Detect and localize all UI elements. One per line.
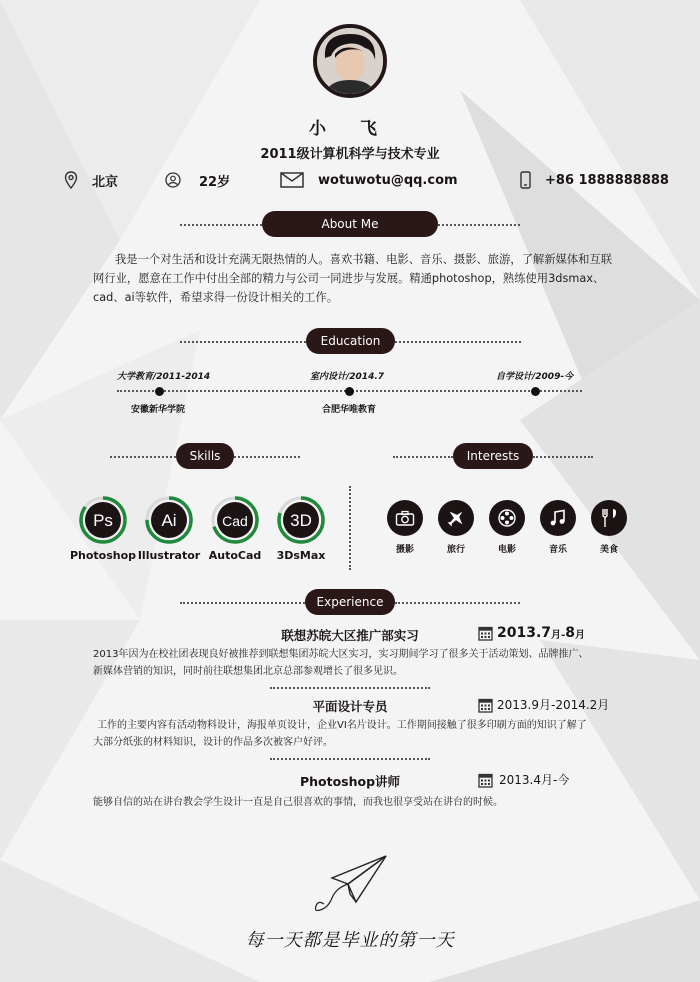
skills-interests-divider xyxy=(349,486,351,570)
skill-ring xyxy=(143,494,195,546)
education-item-label: 室内设计/2014.7 xyxy=(310,372,385,382)
experience-title: 联想苏皖大区推广部实习 xyxy=(281,628,419,643)
date-text: 月- xyxy=(551,629,566,641)
timeline-dot xyxy=(155,387,164,396)
skill-item xyxy=(204,494,266,562)
skills-list xyxy=(69,494,332,562)
about-line: 我是一个对生活和设计充满无限热情的人。喜欢书籍、电影、音乐、摄影、旅游，了解新媒体和互联 xyxy=(115,253,613,266)
contact-age xyxy=(165,170,230,190)
interest-item xyxy=(538,500,578,555)
skill-abbr: 3D xyxy=(290,511,312,530)
interest-item xyxy=(385,500,425,555)
fork-knife-icon xyxy=(600,508,618,528)
interest-label: 美食 xyxy=(599,545,618,555)
experience-line: 新媒体营销的知识，同时前往联想集团北京总部参观增长了很多见识。 xyxy=(93,666,403,677)
skill-abbr: Ai xyxy=(161,511,177,530)
airplane-icon xyxy=(446,508,466,528)
phone-text: +86 1888888888 xyxy=(545,172,669,188)
envelope-icon xyxy=(280,172,304,188)
skill-abbr: Ps xyxy=(93,511,113,530)
experience-date xyxy=(478,696,609,713)
location-pin-icon xyxy=(64,171,78,189)
education-item-school: 合肥华唯教育 xyxy=(322,405,377,415)
contact-city xyxy=(64,170,118,190)
phone-icon xyxy=(520,171,531,189)
divider-right xyxy=(438,224,520,226)
date-text: 8 xyxy=(565,625,575,641)
skill-item xyxy=(69,494,137,562)
interest-label: 音乐 xyxy=(548,545,567,555)
education-item-label: 大学教育/2011-2014 xyxy=(117,372,211,382)
about-heading: About Me xyxy=(262,211,438,237)
date-text: 2013.7 xyxy=(497,625,552,641)
skill-label: Illustrator xyxy=(137,549,201,562)
divider-right xyxy=(395,341,521,343)
calendar-icon xyxy=(478,625,493,641)
experience-line: 工作的主要内容有活动物料设计，海报单页设计，企业VI名片设计。工作期间接触了很多印刷方面的知识了解了 xyxy=(97,720,587,731)
divider-left xyxy=(180,224,262,226)
skill-label: 3DsMax xyxy=(276,549,326,562)
divider-right xyxy=(395,602,520,604)
interests-list xyxy=(385,500,629,555)
experience-line: 2013年因为在校社团表现良好被推荐到联想集团苏皖大区实习，实习期间学习了很多关于活动策划、品牌推广、 xyxy=(93,649,589,660)
skill-label: AutoCad xyxy=(208,549,262,562)
about-text xyxy=(93,250,633,307)
experience-separator xyxy=(270,687,430,689)
timeline-dot xyxy=(531,387,540,396)
major-title: 2011级计算机科学与技术专业 xyxy=(260,147,440,162)
experience-separator xyxy=(270,758,430,760)
skill-ring xyxy=(209,494,261,546)
experience-date xyxy=(478,625,585,641)
date-text: 2013.9月-2014.2月 xyxy=(497,698,610,712)
interest-label: 电影 xyxy=(497,545,516,555)
film-reel-icon xyxy=(497,508,517,528)
skill-abbr: Cad xyxy=(222,513,248,529)
motto: 每一天都是毕业的第一天 xyxy=(245,930,455,951)
age-text: 22岁 xyxy=(199,174,231,190)
calendar-icon xyxy=(478,697,493,713)
camera-icon xyxy=(395,510,415,526)
date-text: 月 xyxy=(574,629,585,641)
music-note-icon xyxy=(549,509,567,527)
skill-item xyxy=(270,494,332,562)
experience-text xyxy=(93,646,633,680)
skills-heading: Skills xyxy=(176,443,234,469)
date-text: 2013.4月-今 xyxy=(499,773,570,787)
interest-label: 摄影 xyxy=(395,545,414,555)
divider-left xyxy=(110,456,176,458)
email-text: wotuwotu@qq.com xyxy=(318,172,458,188)
experience-line: 大部分纸张的材料知识，设计的作品多次被客户好评。 xyxy=(93,737,333,748)
experience-text xyxy=(93,794,633,811)
skill-label: Photoshop xyxy=(69,549,137,562)
paper-plane-icon xyxy=(312,852,392,916)
interest-label: 旅行 xyxy=(446,545,465,555)
education-item-school: 安徽新华学院 xyxy=(131,405,186,415)
skill-ring xyxy=(275,494,327,546)
experience-heading: Experience xyxy=(305,589,395,615)
experience-date xyxy=(478,771,569,788)
education-heading: Education xyxy=(306,328,395,354)
divider-left xyxy=(180,341,306,343)
contact-email[interactable] xyxy=(280,170,458,190)
full-name: 小 飞 xyxy=(309,119,391,139)
contact-phone[interactable] xyxy=(520,170,669,190)
experience-text xyxy=(93,717,633,751)
interests-heading: Interests xyxy=(453,443,533,469)
education-item-label: 自学设计/2009-今 xyxy=(496,372,574,382)
experience-title: Photoshop讲师 xyxy=(299,774,401,789)
divider-right xyxy=(234,456,300,458)
timeline-dot xyxy=(345,387,354,396)
experience-title: 平面设计专员 xyxy=(312,699,388,714)
about-line: 网行业，愿意在工作中付出全部的精力与公司一同进步与发展。精通photoshop，熟练使用3dsmax、 xyxy=(93,272,605,285)
skill-ring xyxy=(77,494,129,546)
experience-line: 能够自信的站在讲台教会学生设计一直是自己很喜欢的事情，而我也很享受站在讲台的时候。 xyxy=(93,797,503,808)
skill-item xyxy=(138,494,200,562)
about-line: cad、ai等软件，希望求得一份设计相关的工作。 xyxy=(93,291,339,304)
divider-right xyxy=(533,456,593,458)
city-text: 北京 xyxy=(92,174,119,190)
interest-item xyxy=(589,500,629,555)
calendar-icon xyxy=(478,772,493,788)
divider-left xyxy=(180,602,305,604)
avatar xyxy=(313,24,387,98)
interest-item xyxy=(436,500,476,555)
interest-item xyxy=(487,500,527,555)
user-icon xyxy=(165,172,181,188)
divider-left xyxy=(393,456,453,458)
